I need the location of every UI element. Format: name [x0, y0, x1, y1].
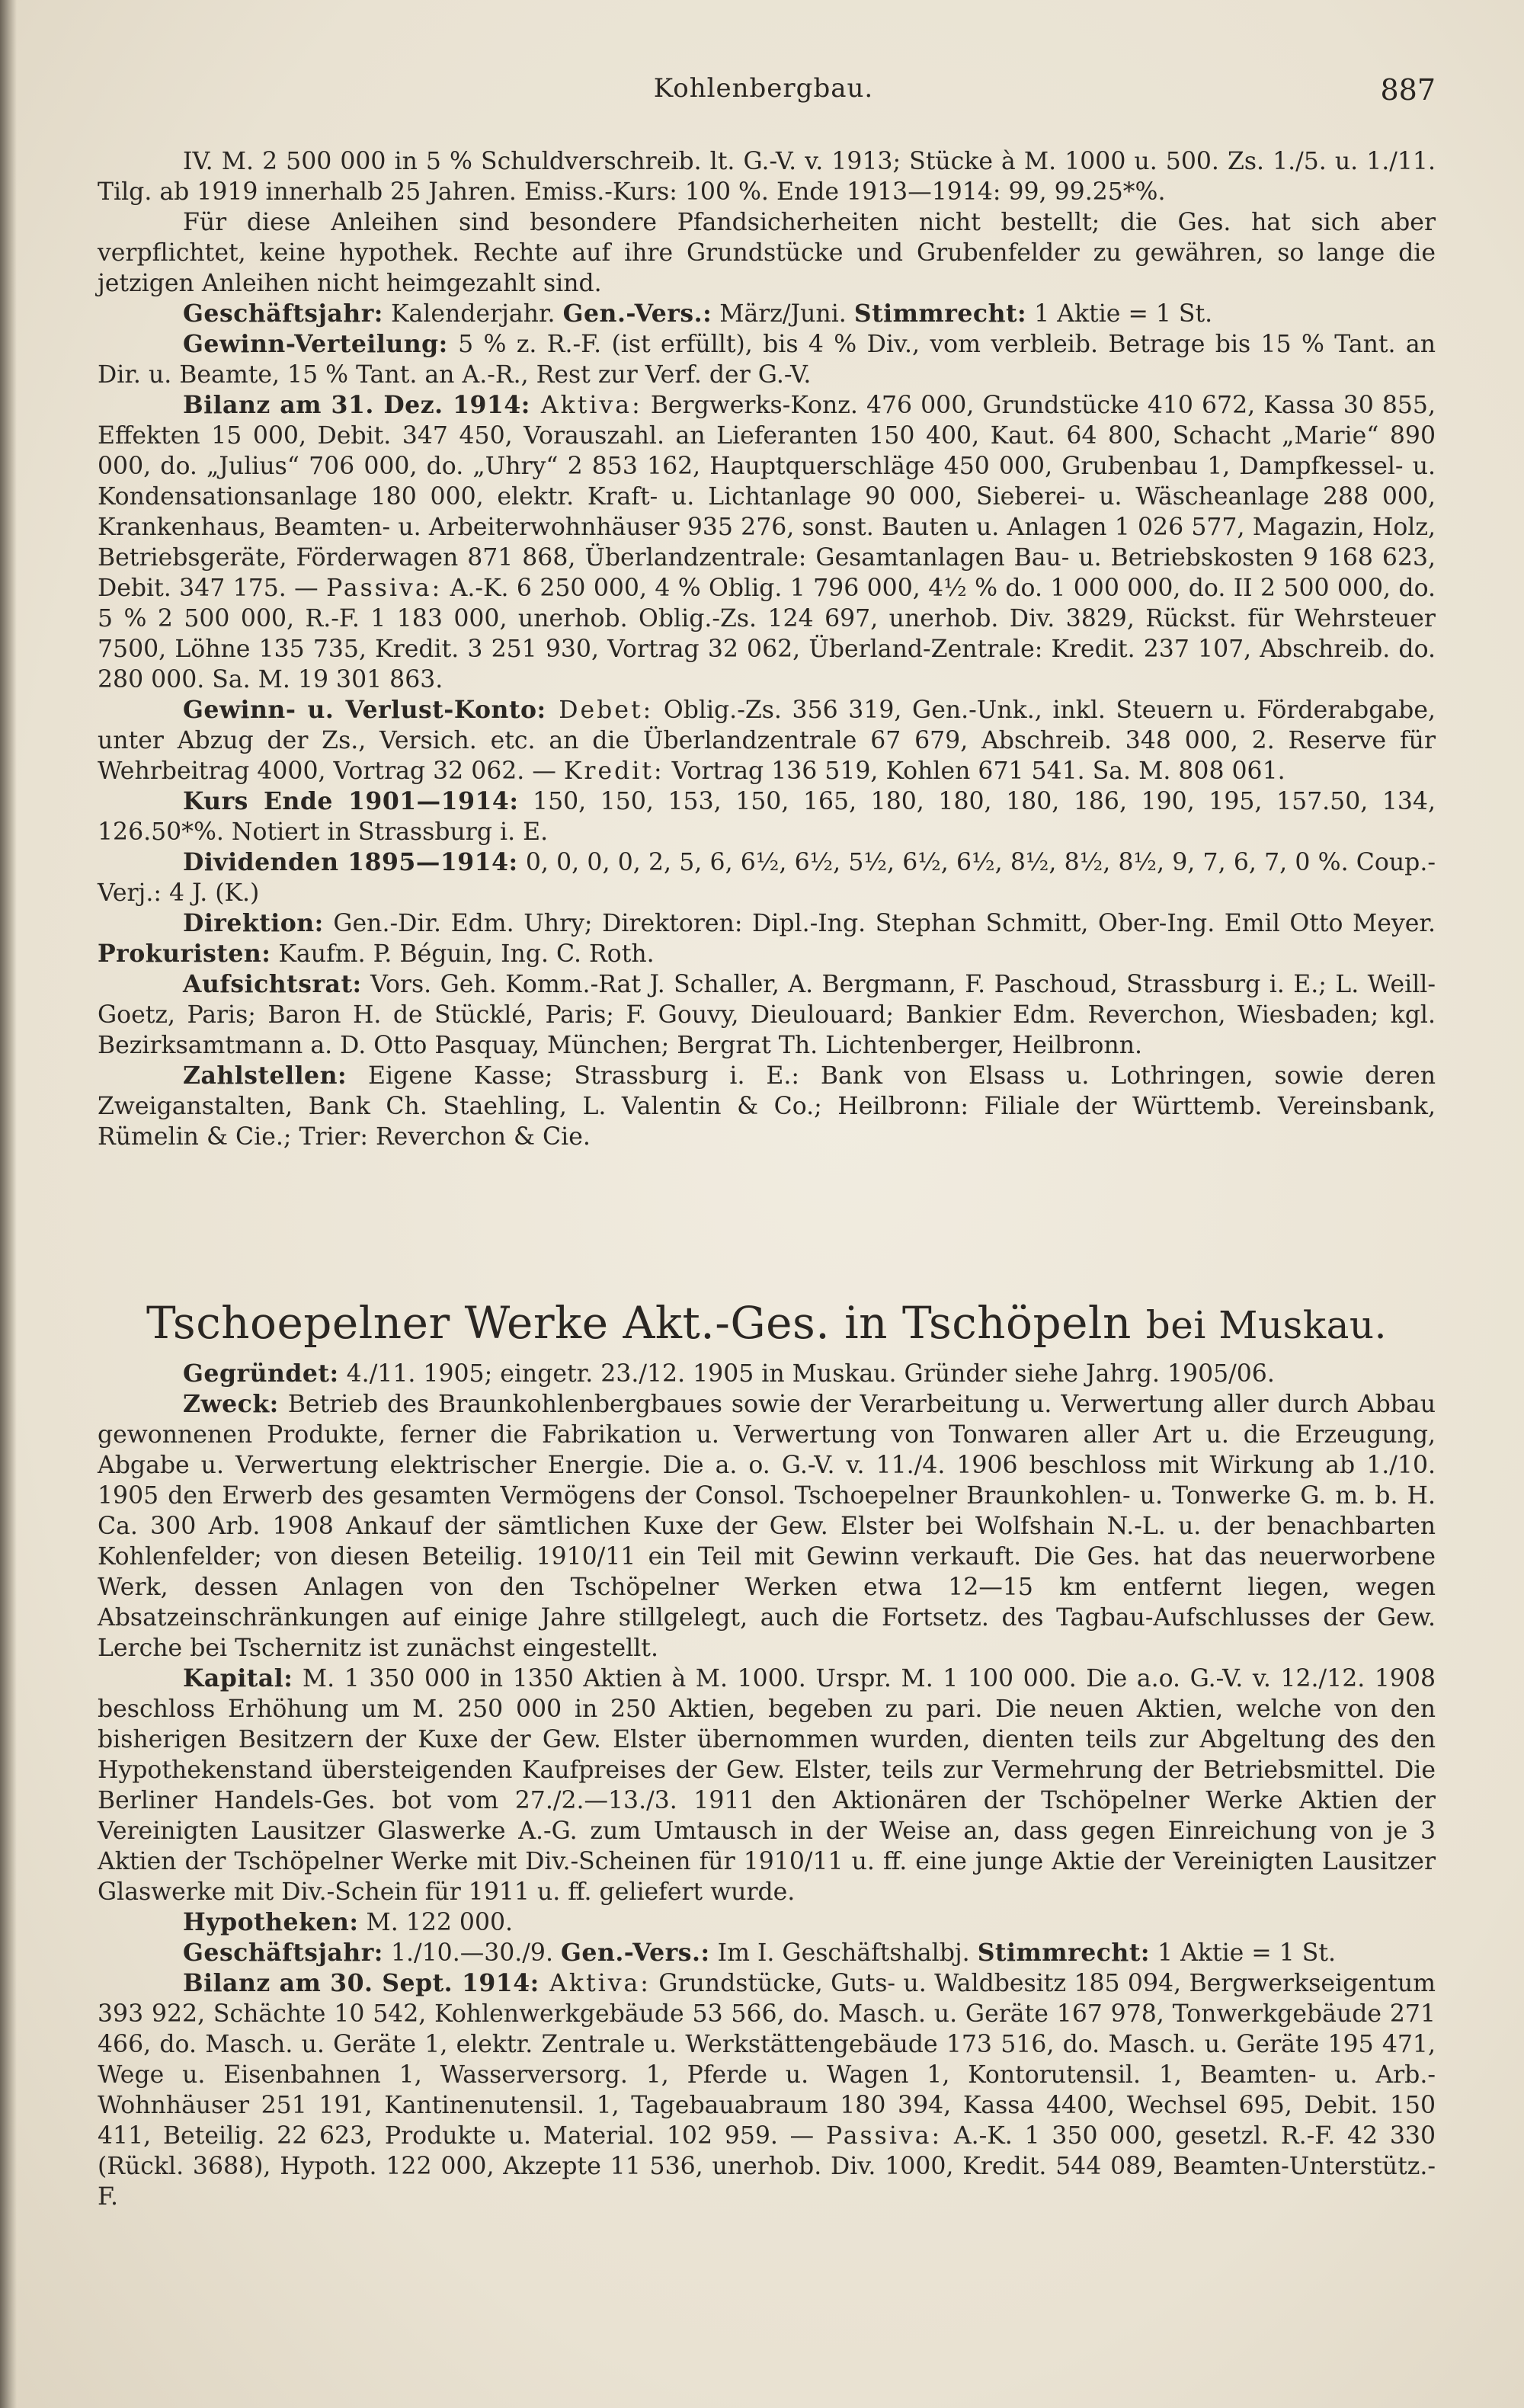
company-name: Tschoepelner Werke Akt.-Ges. in Tschöpeln: [146, 1297, 1132, 1349]
text: März/Juni.: [712, 300, 854, 328]
label: Hypotheken:: [183, 1908, 359, 1936]
bond-paragraph: IV. M. 2 500 000 in 5 % Schuldverschreib. lt. G.-V. v. 1913; Stücke à M. 1000 u. 500. Zs. 1./5. u. 1./11. Tilg. ab 1919 innerhalb 25 Jahren. Emiss.-Kurs: 100 %. Ende 1913—1914: 99, 99.25*%.: [98, 148, 1436, 206]
label: Kurs Ende 1901—1914:: [183, 787, 519, 815]
label: Geschäftsjahr:: [183, 1939, 383, 1967]
page-number: 887: [1380, 73, 1436, 107]
label: Gegründet:: [183, 1359, 339, 1388]
security-paragraph: Für diese Anleihen sind besondere Pfandsicherheiten nicht bestellt; die Ges. hat sich aber verpflichtet, keine hypothek. Rechte auf ihre Grundstücke und Grubenfelder zu gewähren, so lange die jetzigen Anleihen nicht heimgezahlt sind.: [98, 209, 1436, 297]
supervisory-board-paragraph: [98, 969, 1436, 1061]
text: Vors. Geh. Komm.-Rat J. Schaller, A. Bergmann, F. Paschoud, Strassburg i. E.; L. Weill-Goetz, Paris; Baron H. de Stücklé, Paris; F. Gouvy, Dieulouard; Bankier Edm. Reverchon, Wiesbaden; kgl. Bezirksamtmann a. D. Otto Pasquay, München; Bergrat Th. Lichtenberger, Heilbronn.: [98, 971, 1436, 1059]
label: Passiva:: [326, 575, 443, 602]
mortgages-paragraph: [98, 1907, 1436, 1938]
text: 150, 150, 153, 150, 165, 180, 180, 180, 186, 190, 195, 157.50, 134, 126.50*%. Notiert in Strassburg i. E.: [98, 788, 1436, 846]
text: Gen.-Dir. Edm. Uhry; Direktoren: Dipl.-Ing. Stephan Schmitt, Ober-Ing. Emil Otto Meyer.: [323, 910, 1436, 937]
label: Dividenden 1895—1914:: [183, 848, 518, 876]
text: 5 % z. R.-F. (ist erfüllt), bis 4 % Div., vom verbleib. Betrage bis 15 % Tant. an Dir. u. Beamte, 15 % Tant. an A.-R., Rest zur Verf. der G.-V.: [98, 331, 1436, 389]
label: Aktiva:: [539, 1970, 651, 1997]
label: Bilanz am 31. Dez. 1914:: [183, 391, 530, 419]
text: A.-K. 1 350 000, gesetzl. R.-F. 42 330 (Rückl. 3688), Hypoth. 122 000, Akzepte 11 536, unerhob. Div. 1000, Kredit. 544 089, Beamten-Unterstütz.-F.: [98, 2122, 1436, 2211]
company-entry: [98, 1295, 1436, 2212]
text: Kalenderjahr.: [383, 300, 563, 328]
paying-agents-paragraph: [98, 1061, 1436, 1152]
text: Grundstücke, Guts- u. Waldbesitz 185 094, Bergwerkseigentum 393 922, Schächte 10 542, Kohlenwerkgebäude 53 566, do. Masch. u. Geräte 167 978, Tonwerkgebäude 271 466, do. Masch. u. Geräte 1, elektr. Zentrale u. Werkstättengebäude 173 516, do. Masch. u. Geräte 195 471, Wege u. Eisenbahnen 1, Wasserversorg. 1, Pferde u. Wagen 1, Kontorutensil. 1, Beamten- u. Arb.-Wohnhäuser 251 191, Kantinenutensil. 1, Tagebauabraum 180 394, Kassa 4400, Wechsel 695, Debit. 150 411, Beteilig. 22 623, Produkte u. Material. 102 959. —: [98, 1970, 1436, 2150]
company-heading: [98, 1295, 1436, 1353]
text: Oblig.-Zs. 356 319, Gen.-Unk., inkl. Steuern u. Förderabgabe, unter Abzug der Zs., Versich. etc. an die Überlandzentrale 67 679, Abschreib. 348 000, 2. Reserve für Wehrbeitrag 4000, Vortrag 32 062. —: [98, 696, 1436, 785]
label: Aufsichtsrat:: [183, 970, 362, 998]
continued-company-entry: [98, 146, 1436, 1152]
label: Direktion:: [183, 909, 324, 937]
company-location: bei Muskau.: [1145, 1303, 1388, 1347]
business-year-line: [98, 299, 1436, 329]
text: 1 Aktie = 1 St.: [1150, 1939, 1337, 1967]
profit-distribution-paragraph: [98, 329, 1436, 390]
management-paragraph: [98, 908, 1436, 969]
text: 0, 0, 0, 0, 2, 5, 6, 6½, 6½, 5½, 6½, 6½, 8½, 8½, 8½, 9, 7, 6, 7, 0 %. Coup.-Verj.: 4 J. (K.): [98, 849, 1436, 907]
running-title: Kohlenbergbau.: [653, 73, 874, 104]
label: Gen.-Vers.:: [561, 1939, 710, 1967]
text: M. 1 350 000 in 1350 Aktien à M. 1000. Urspr. M. 1 100 000. Die a.o. G.-V. v. 12./12. 1908 beschloss Erhöhung um M. 250 000 in 250 Aktien, begeben zu pari. Die neuen Aktien, welche von den bisherigen Besitzern der Kuxe der Gew. Elster übernommen wurden, dienten teils zur Abgeltung des den Hypothekenstand übersteigenden Kaufpreises der Gew. Elster, teils zur Vermehrung der Betriebsmittel. Die Berliner Handels-Ges. bot vom 27./2.—13./3. 1911 den Aktionären der Tschöpelner Werke Aktien der Vereinigten Lausitzer Glaswerke A.-G. zum Umtausch in der Weise an, dass gegen Einreichung von je 3 Aktien der Tschöpelner Werke mit Div.-Scheinen für 1910/11 u. ff. eine junge Aktie der Vereinigten Lausitzer Glaswerke mit Div.-Schein für 1911 u. ff. geliefert wurde.: [98, 1665, 1436, 1906]
label: Stimmrecht:: [853, 299, 1027, 328]
label: Stimmrecht:: [977, 1939, 1151, 1967]
text: 4./11. 1905; eingetr. 23./12. 1905 in Muskau. Gründer siehe Jahrg. 1905/06.: [338, 1360, 1275, 1388]
label: Prokuristen:: [98, 940, 271, 968]
label: Geschäftsjahr:: [183, 299, 383, 328]
purpose-paragraph: [98, 1389, 1436, 1664]
book-spine-shadow: [0, 0, 17, 2408]
business-year-line: [98, 1938, 1436, 1968]
label: Zahlstellen:: [183, 1062, 347, 1090]
label: Gewinn-Verteilung:: [183, 330, 448, 358]
text: Bergwerks-Konz. 476 000, Grundstücke 410 672, Kassa 30 855, Effekten 15 000, Debit. 347 450, Vorauszahl. an Lieferanten 150 400, Kaut. 64 800, Schacht „Marie“ 890 000, do. „Julius“ 706 000, do. „Uhry“ 2 853 162, Hauptquerschläge 450 000, Grubenbau 1, Dampfkessel- u. Kondensationsanlage 180 000, elektr. Kraft- u. Lichtanlage 90 000, Sieberei- u. Wäscheanlage 288 000, Krankenhaus, Beamten- u. Arbeiterwohnhäuser 935 276, sonst. Bauten u. Anlagen 1 026 577, Magazin, Holz, Betriebsgeräte, Förderwagen 871 868, Überlandzentrale: Gesamtanlagen Bau- u. Betriebskosten 9 168 623, Debit. 347 175. —: [98, 392, 1436, 602]
text: Eigene Kasse; Strassburg i. E.: Bank von Elsass u. Lothringen, sowie deren Zweiganstalten, Bank Ch. Staehling, L. Valentin & Co.; Heilbronn: Filiale der Württemb. Vereinsbank, Rümelin & Cie.; Trier: Reverchon & Cie.: [98, 1062, 1436, 1151]
label: Gen.-Vers.:: [562, 299, 712, 328]
label: Debet:: [546, 696, 654, 724]
text: Betrieb des Braunkohlenbergbaues sowie der Verarbeitung u. Verwertung aller durch Abbau gewonnenen Produkte, ferner die Fabrikation u. Verwertung von Tonwaren aller Art u. die Erzeugung, Abgabe u. Verwertung elektrischer Energie. Die a. o. G.-V. v. 11./4. 1906 beschloss mit Wirkung ab 1./10. 1905 den Erwerb des gesamten Vermögens der Consol. Tschoepelner Braunkohlen- u. Tonwerke G. m. b. H. Ca. 300 Arb. 1908 Ankauf der sämtlichen Kuxe der Gew. Elster bei Wolfshain N.-L. u. der benachbarten Kohlenfelder; von diesen Beteilig. 1910/11 ein Teil mit Gewinn verkauft. Die Ges. hat das neuerworbene Werk, dessen Anlagen von den Tschöpelner Werken etwa 12—15 km entfernt liegen, wegen Absatzeinschränkungen auf einige Jahre stillgelegt, auch die Fortsetz. des Tagbau-Aufschlusses der Gew. Lerche bei Tschernitz ist zunächst eingestellt.: [98, 1391, 1436, 1662]
page-header: [91, 73, 1436, 119]
label: Kredit:: [563, 757, 664, 785]
dividends-paragraph: [98, 847, 1436, 908]
text: 1./10.—30./9.: [383, 1939, 561, 1967]
text: Im I. Geschäftshalbj.: [709, 1939, 978, 1967]
text: Vortrag 136 519, Kohlen 671 541. Sa. M. 808 061.: [664, 757, 1285, 785]
share-price-paragraph: [98, 786, 1436, 847]
balance-sheet-paragraph: [98, 1968, 1436, 2212]
text: Kaufm. P. Béguin, Ing. C. Roth.: [271, 940, 655, 968]
balance-sheet-paragraph: [98, 390, 1436, 695]
text: 1 Aktie = 1 St.: [1026, 300, 1213, 328]
capital-paragraph: [98, 1664, 1436, 1907]
text: M. 122 000.: [358, 1909, 514, 1936]
text: A.-K. 6 250 000, 4 % Oblig. 1 796 000, 4½ % do. 1 000 000, do. II 2 500 000, do. 5 % 2 500 000, R.-F. 1 183 000, unerhob. Oblig.-Zs. 124 697, unerhob. Div. 3829, Rückst. für Wehrsteuer 7500, Löhne 135 735, Kredit. 3 251 930, Vortrag 32 062, Überland-Zentrale: Kredit. 237 107, Abschreib. do. 280 000. Sa. M. 19 301 863.: [98, 575, 1436, 693]
label: Bilanz am 30. Sept. 1914:: [183, 1969, 539, 1997]
founded-paragraph: [98, 1359, 1436, 1389]
label: Passiva:: [825, 2122, 943, 2150]
label: Kapital:: [183, 1664, 293, 1692]
label: Aktiva:: [530, 392, 642, 419]
label: Zweck:: [183, 1390, 279, 1418]
profit-loss-paragraph: [98, 695, 1436, 786]
label: Gewinn- u. Verlust-Konto:: [183, 696, 546, 724]
